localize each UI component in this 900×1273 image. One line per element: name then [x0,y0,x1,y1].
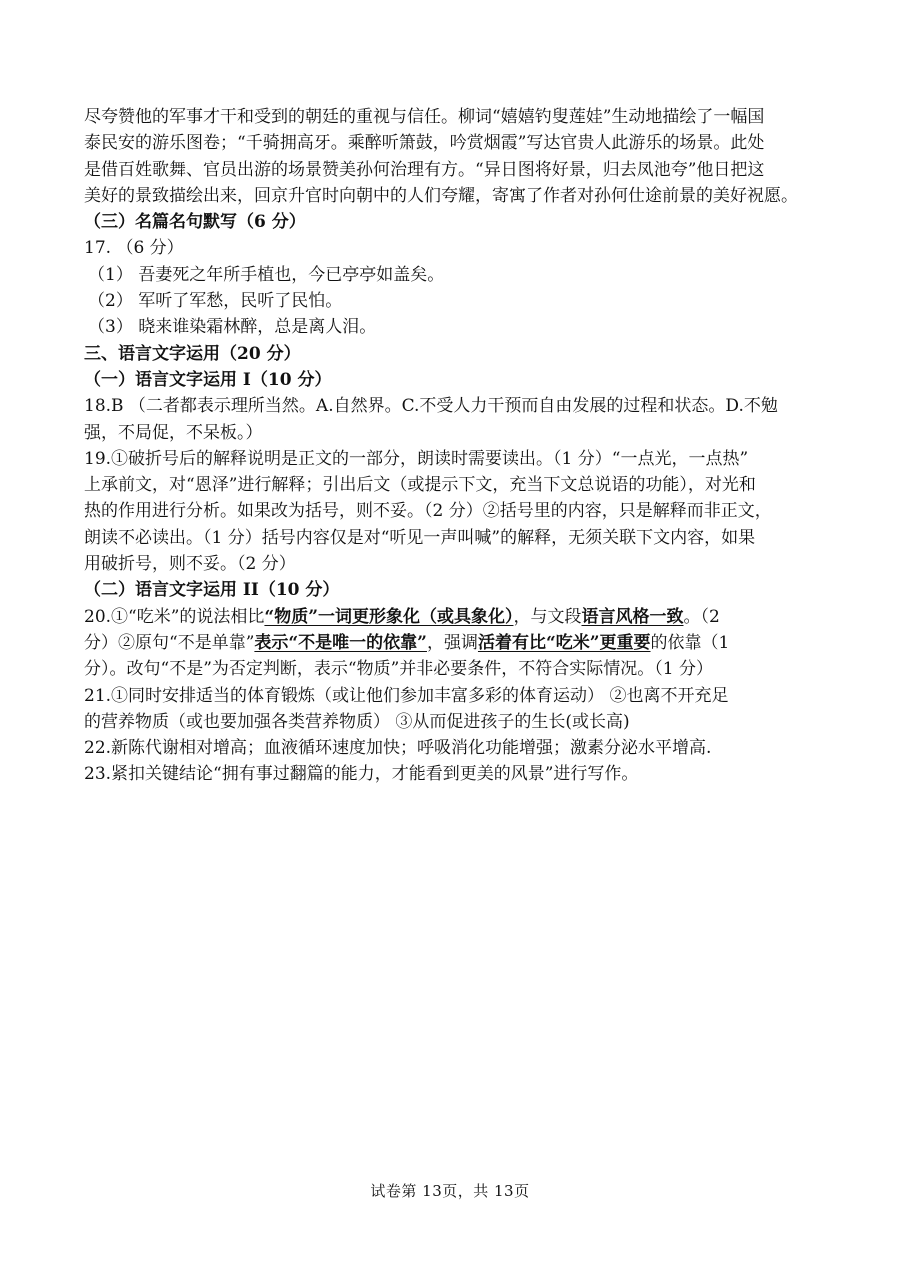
text-run: 20.①“吃米”的说法相比 [84,606,265,627]
text-line: 强，不局促，不呆板。） [84,422,263,443]
text-line: 尽夸赞他的军事才干和受到的朝廷的重视与信任。柳词“嬉嬉钓叟莲娃”生动地描绘了一幅国 [84,107,765,127]
question-22: 22.新陈代谢相对增高；血液循环速度加快；呼吸消化功能增强；激素分泌水平增高. [84,738,712,759]
text-line [84,604,824,630]
text-run: ，强调 [426,632,478,653]
part-heading-language-use: 三、语言文字运用（20 分） [84,343,301,364]
text-line: 的营养物质（或也要加强各类营养物质） ③从而促进孩子的生长(或长高) [84,711,630,732]
text-line: 泰民安的游乐图卷；“千骑拥高牙。乘醉听箫鼓，吟赏烟霞”写达官贵人此游乐的场景。此处 [84,133,765,154]
question-19 [84,446,824,577]
text-run: 分）②原句“不是单靠” [84,632,255,653]
text-line: 朗读不必读出。（1 分）括号内容仅是对“听见一声叫喊”的解释，无须关联下文内容，如果 [84,527,756,548]
answer-17-1: （1） 吾妻死之年所手植也，今已亭亭如盖矣。 [88,264,445,285]
underlined-key-point: “物质”一词更形象化（或具象化） [264,606,514,627]
subsection-heading-2: （二）语言文字运用 II（10 分） [84,580,340,601]
text-line: 用破折号，则不妥。（2 分） [84,554,296,575]
question-18 [84,393,824,446]
text-line [84,630,824,656]
underlined-key-point: 表示“不是唯一的依靠” [254,632,427,653]
text-line: 21.①同时安排适当的体育锻炼（或让他们参加丰富多彩的体育运动） ②也离不开充足 [84,685,729,706]
text-line: 19.①破折号后的解释说明是正文的一部分，朗读时需要读出。（1 分）“一点光，一点热” [84,448,749,469]
underlined-key-point: 语言风格一致 [581,606,684,627]
analysis-paragraph [84,104,824,209]
subsection-heading-1: （一）语言文字运用 I（10 分） [84,369,332,390]
text-line: 是借百姓歌舞、官员出游的场景赞美孙何治理有方。“异日图将好景，归去凤池夸”他日把这 [84,159,765,180]
section-heading-dictation: （三）名篇名句默写（6 分） [84,212,306,233]
text-line: 美好的景致描绘出来，回京升官时向朝中的人们夸耀，寄寓了作者对孙何仕途前景的美好祝愿。 [84,185,798,206]
text-run: 。（2 [683,606,720,627]
text-run: ，与文段 [513,606,582,627]
question-23: 23.紧扣关键结论“拥有事过翻篇的能力，才能看到更美的风景”进行写作。 [84,764,639,785]
text-line: 上承前文，对“恩泽”进行解释；引出后文（或提示下文，充当下文总说语的功能），对光和 [84,475,756,496]
answer-17-3: （3） 晓来谁染霜林醉，总是离人泪。 [88,317,377,338]
underlined-key-point: 活着有比“吃米”更重要 [477,632,651,653]
page-footer: 试卷第 13页，共 13页 [370,1182,530,1200]
question-17: 17. （6 分） [84,238,184,259]
question-20 [84,604,824,683]
text-line: 18.B （二者都表示理所当然。A.自然界。C.不受人力干预而自由发展的过程和状态。D.不勉 [84,396,778,417]
answer-17-2: （2） 军听了军愁，民听了民怕。 [88,291,343,312]
question-21 [84,683,824,736]
text-line: 热的作用进行分析。如果改为括号，则不妥。（2 分）②括号里的内容，只是解释而非正文， [84,501,772,522]
text-line: 分）。改句“不是”为否定判断，表示“物质”并非必要条件，不符合实际情况。（1 分） [84,659,713,680]
text-run: 的依靠（1 [650,632,730,653]
page-content [84,104,824,788]
